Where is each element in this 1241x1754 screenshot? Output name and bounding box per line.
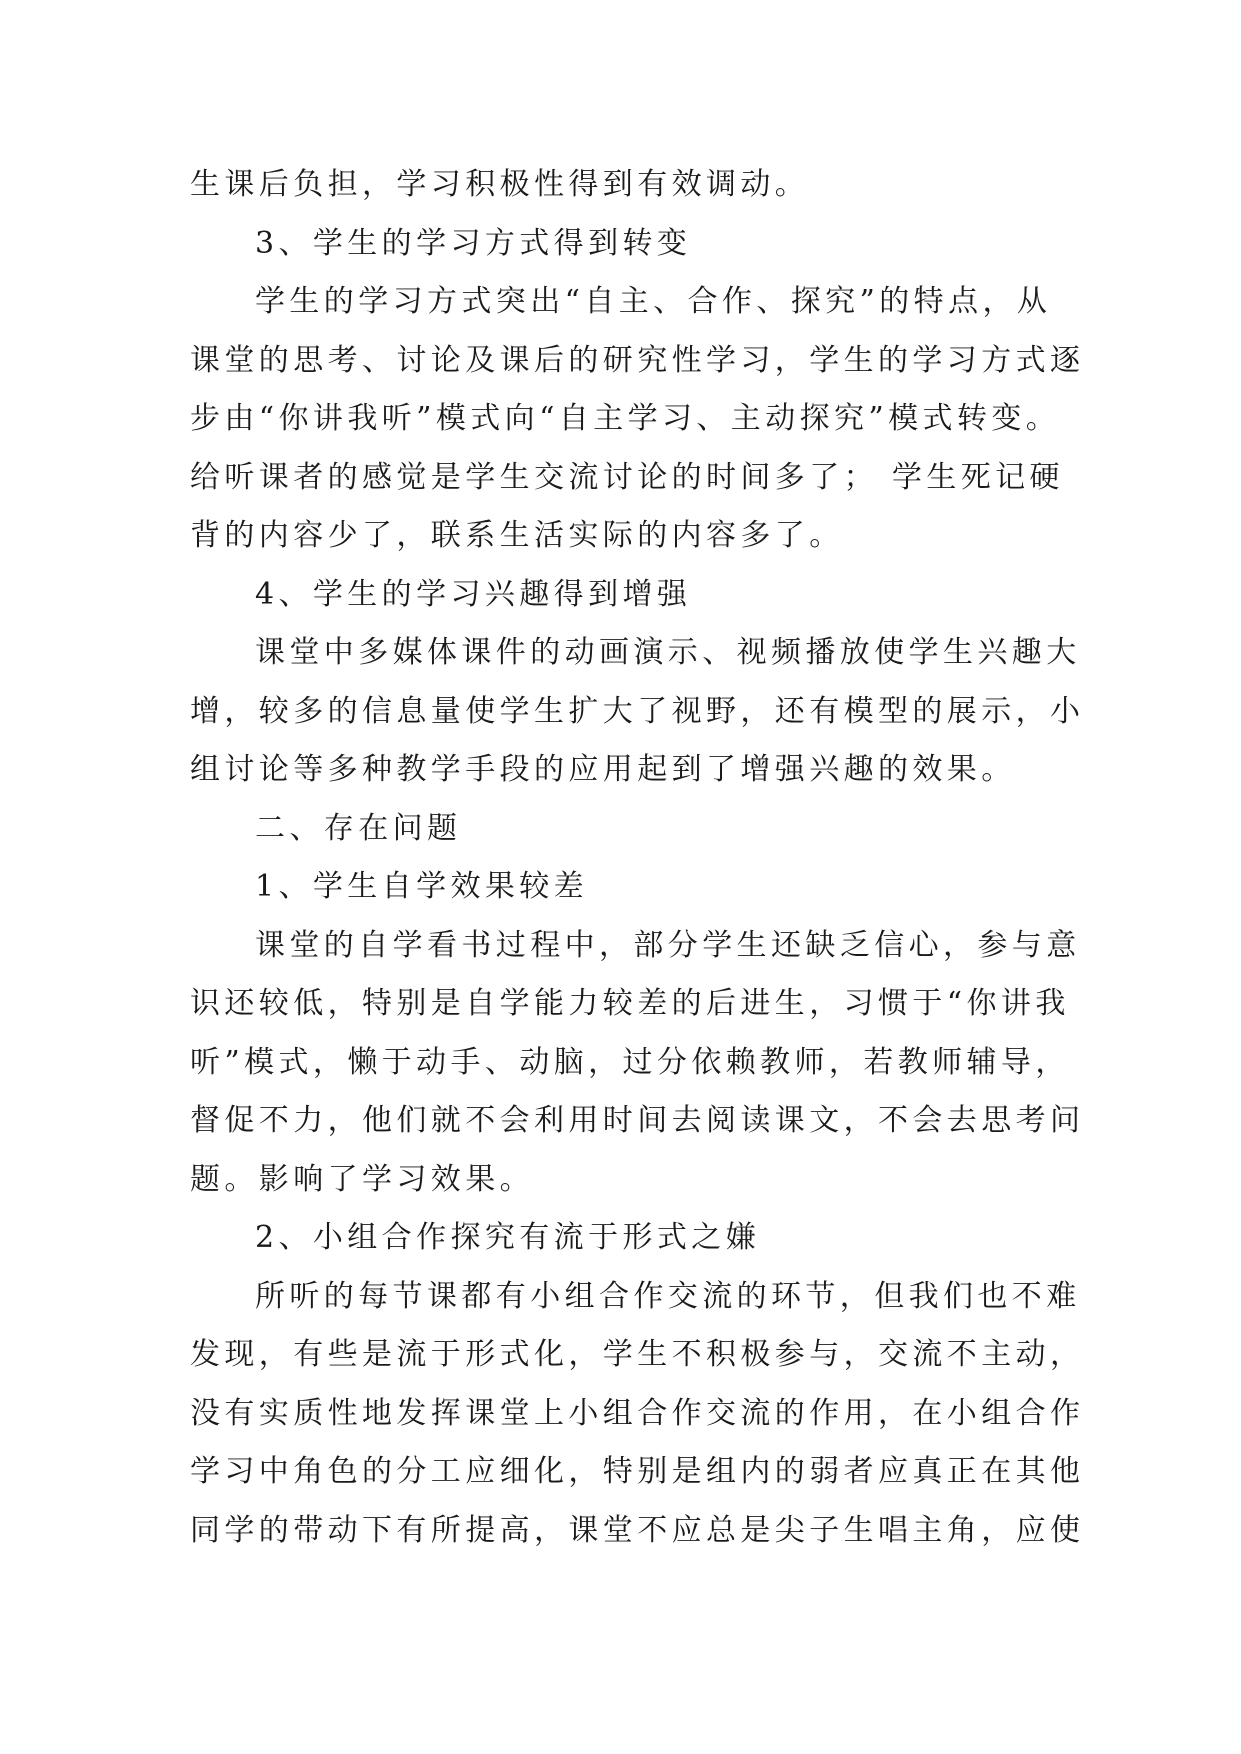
text-line: 学生的学习方式突出“自主、合作、探究”的特点，从	[255, 284, 1052, 319]
section-heading: 1、学生自学效果较差	[255, 869, 589, 904]
document-body	[190, 156, 1085, 1560]
text-line: 组讨论等多种教学手段的应用起到了增强兴趣的效果。	[190, 752, 1016, 787]
text-line: 题。影响了学习效果。	[190, 1161, 534, 1197]
text-line: 生课后负担，学习积极性得到有效调动。	[190, 167, 810, 202]
text-line: 课堂的自学看书过程中，部分学生还缺乏信心，参与意	[255, 927, 1081, 963]
text-line: 识还较低，特别是自学能力较差的后进生，习惯于“你讲我	[190, 986, 1070, 1021]
section-heading: 2、小组合作探究有流于形式之嫌	[255, 1220, 761, 1255]
chapter-heading: 二、存在问题	[255, 810, 462, 846]
text-line: 增，较多的信息量使学生扩大了视野，还有模型的展示，小	[190, 693, 1085, 729]
section-heading: 4、学生的学习兴趣得到增强	[255, 576, 692, 612]
text-line: 听”模式，懒于动手、动脑，过分依赖教师，若教师辅导，	[190, 1044, 1070, 1080]
text-line: 给听课者的感觉是学生交流讨论的时间多了； 学生死记硬	[190, 459, 1064, 495]
text-line: 学习中角色的分工应细化，特别是组内的弱者应真正在其他	[190, 1454, 1085, 1489]
text-line: 同学的带动下有所提高，课堂不应总是尖子生唱主角，应使	[190, 1512, 1085, 1548]
text-line: 没有实质性地发挥课堂上小组合作交流的作用，在小组合作	[190, 1395, 1085, 1431]
text-line: 发现，有些是流于形式化，学生不积极参与，交流不主动，	[190, 1337, 1085, 1372]
text-line: 督促不力，他们就不会利用时间去阅读课文，不会去思考问	[190, 1103, 1085, 1138]
text-line: 所听的每节课都有小组合作交流的环节，但我们也不难	[255, 1278, 1081, 1314]
text-line: 步由“你讲我听”模式向“自主学习、主动探究”模式转变。	[190, 401, 1061, 436]
text-line: 背的内容少了，联系生活实际的内容多了。	[190, 518, 844, 553]
text-line: 课堂中多媒体课件的动画演示、视频播放使学生兴趣大	[255, 635, 1081, 670]
section-heading: 3、学生的学习方式得到转变	[255, 225, 692, 261]
text-line: 课堂的思考、讨论及课后的研究性学习，学生的学习方式逐	[190, 342, 1085, 378]
